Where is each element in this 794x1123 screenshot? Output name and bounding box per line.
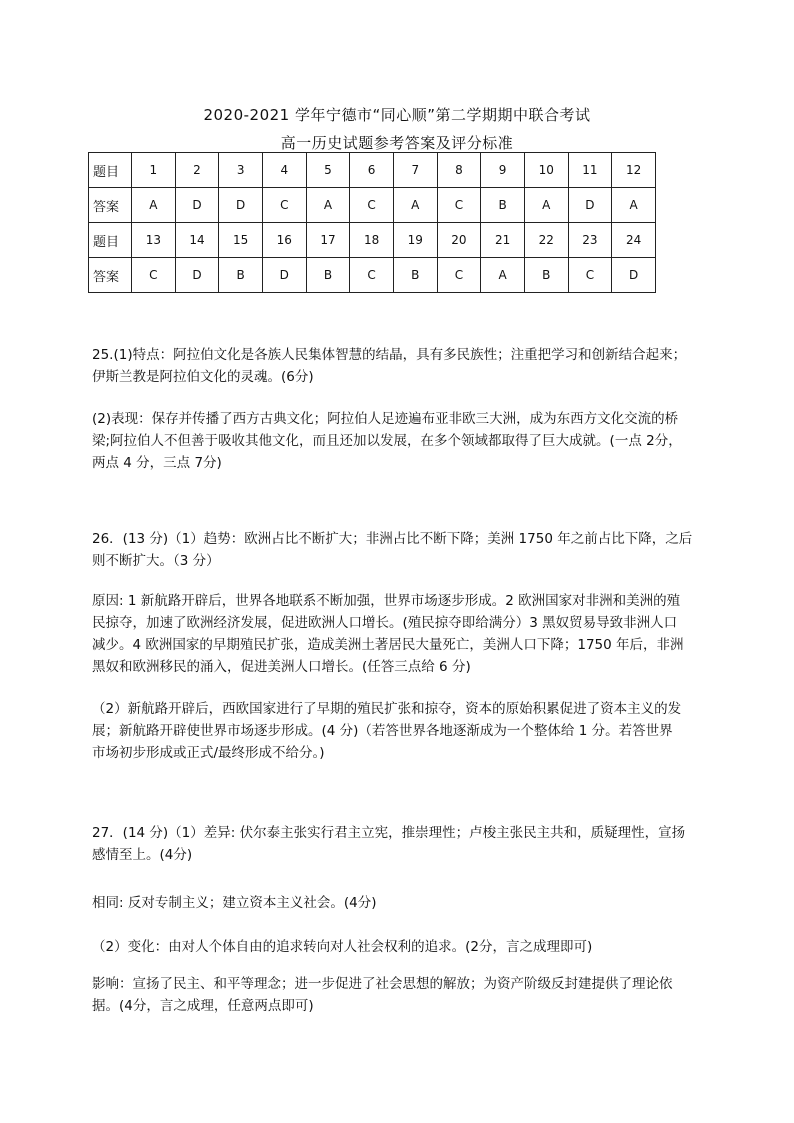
question-number: 11 <box>568 153 612 188</box>
answer-cell: D <box>175 258 219 293</box>
answer-cell: C <box>568 258 612 293</box>
answer-cell: B <box>219 258 263 293</box>
table-row-questions-2 <box>89 223 656 258</box>
question-number: 10 <box>524 153 568 188</box>
table-row-answers-2 <box>89 258 656 293</box>
question-number: 21 <box>481 223 525 258</box>
answer-cell: C <box>132 258 176 293</box>
answer-cell: C <box>350 188 394 223</box>
answer-table <box>88 152 656 293</box>
answer-cell: D <box>219 188 263 223</box>
question-number: 13 <box>132 223 176 258</box>
answer-cell: B <box>481 188 525 223</box>
answer-cell: C <box>262 188 306 223</box>
answer-cell: D <box>568 188 612 223</box>
q26-part2-text: （2）新航路开辟后，西欧国家进行了早期的殖民扩张和掠夺，资本的原始积累促进了资本主义的发 展；新航路开辟使世界市场逐步形成。(4 分)（若答世界各地逐渐成为一个整体给 1 分。若答世界 市场初步形成或正式/最终形成不给分。) <box>92 701 682 761</box>
question-number: 20 <box>437 223 481 258</box>
q27-part2-text: （2）变化：由对人个体自由的追求转向对人社会权利的追求。(2分，言之成理即可) <box>92 939 593 955</box>
question-number: 4 <box>262 153 306 188</box>
answer-cell: B <box>393 258 437 293</box>
answer-cell: D <box>175 188 219 223</box>
row-label-answer: 答案 <box>89 258 132 293</box>
answer-cell: A <box>306 188 350 223</box>
answer-cell: B <box>524 258 568 293</box>
q27-impact-text: 影响：宣扬了民主、和平等理念；进一步促进了社会思想的解放；为资产阶级反封建提供了理论依 据。(4分，言之成理，任意两点即可) <box>92 976 673 1014</box>
question-number: 16 <box>262 223 306 258</box>
question-number: 8 <box>437 153 481 188</box>
table-row-answers-1 <box>89 188 656 223</box>
document-subtitle: 高一历史试题参考答案及评分标准 <box>280 134 514 152</box>
question-number: 9 <box>481 153 525 188</box>
question-number: 18 <box>350 223 394 258</box>
question-number: 7 <box>393 153 437 188</box>
question-number: 12 <box>612 153 656 188</box>
answer-cell: C <box>437 188 481 223</box>
row-label-answer: 答案 <box>89 188 132 223</box>
q27-similarity-text: 相同: 反对专制主义；建立资本主义社会。(4分) <box>92 895 377 911</box>
answer-cell: C <box>350 258 394 293</box>
question-number: 1 <box>132 153 176 188</box>
q25-part1-text: 25.(1)特点：阿拉伯文化是各族人民集体智慧的结晶，具有多民族性；注重把学习和创新结合起来； 伊斯兰教是阿拉伯文化的灵魂。(6分) <box>92 347 687 385</box>
answer-cell: D <box>262 258 306 293</box>
row-label-question: 题目 <box>89 223 132 258</box>
question-number: 6 <box>350 153 394 188</box>
answer-cell: A <box>481 258 525 293</box>
question-number: 15 <box>219 223 263 258</box>
answer-cell: C <box>437 258 481 293</box>
question-number: 3 <box>219 153 263 188</box>
row-label-question: 题目 <box>89 153 132 188</box>
question-number: 19 <box>393 223 437 258</box>
table-row-questions-1 <box>89 153 656 188</box>
q27-part1-text: 27．(14 分)（1）差异: 伏尔泰主张实行君主立宪，推崇理性；卢梭主张民主共和，质疑理性，宣扬 感情至上。(4分) <box>92 825 686 863</box>
answer-cell: A <box>612 188 656 223</box>
question-number: 24 <box>612 223 656 258</box>
document-title: 2020-2021 学年宁德市“同心顺”第二学期期中联合考试 <box>203 106 591 124</box>
q26-part1-text: 26．(13 分)（1）趋势：欧洲占比不断扩大；非洲占比不断下降；美洲 1750 年之前占比下降，之后 则不断扩大。（3 分） <box>92 531 693 569</box>
question-number: 17 <box>306 223 350 258</box>
answer-cell: B <box>306 258 350 293</box>
answer-cell: A <box>524 188 568 223</box>
question-number: 5 <box>306 153 350 188</box>
answer-cell: A <box>393 188 437 223</box>
question-number: 2 <box>175 153 219 188</box>
question-number: 22 <box>524 223 568 258</box>
answer-cell: D <box>612 258 656 293</box>
q25-part2-text: (2)表现：保存并传播了西方古典文化；阿拉伯人足迹遍布亚非欧三大洲，成为东西方文化交流的桥 梁;阿拉伯人不但善于吸收其他文化，而且还加以发展，在多个领域都取得了巨大成就。(一点 2分， 两点 4 分，三点 7分) <box>92 411 682 471</box>
question-number: 23 <box>568 223 612 258</box>
question-number: 14 <box>175 223 219 258</box>
q26-reasons-text: 原因: 1 新航路开辟后，世界各地联系不断加强，世界市场逐步形成。2 欧洲国家对非洲和美洲的殖 民掠夺，加速了欧洲经济发展，促进欧洲人口增长。(殖民掠夺即给满分）3 黑奴贸易导致非洲人口 减少。4 欧洲国家的早期殖民扩张，造成美洲土著居民大量死亡，美洲人口下降；1750 年后，非洲 黑奴和欧洲移民的涌入，促进美洲人口增长。(任答三点给 6 分) <box>92 593 684 675</box>
answer-cell: A <box>132 188 176 223</box>
